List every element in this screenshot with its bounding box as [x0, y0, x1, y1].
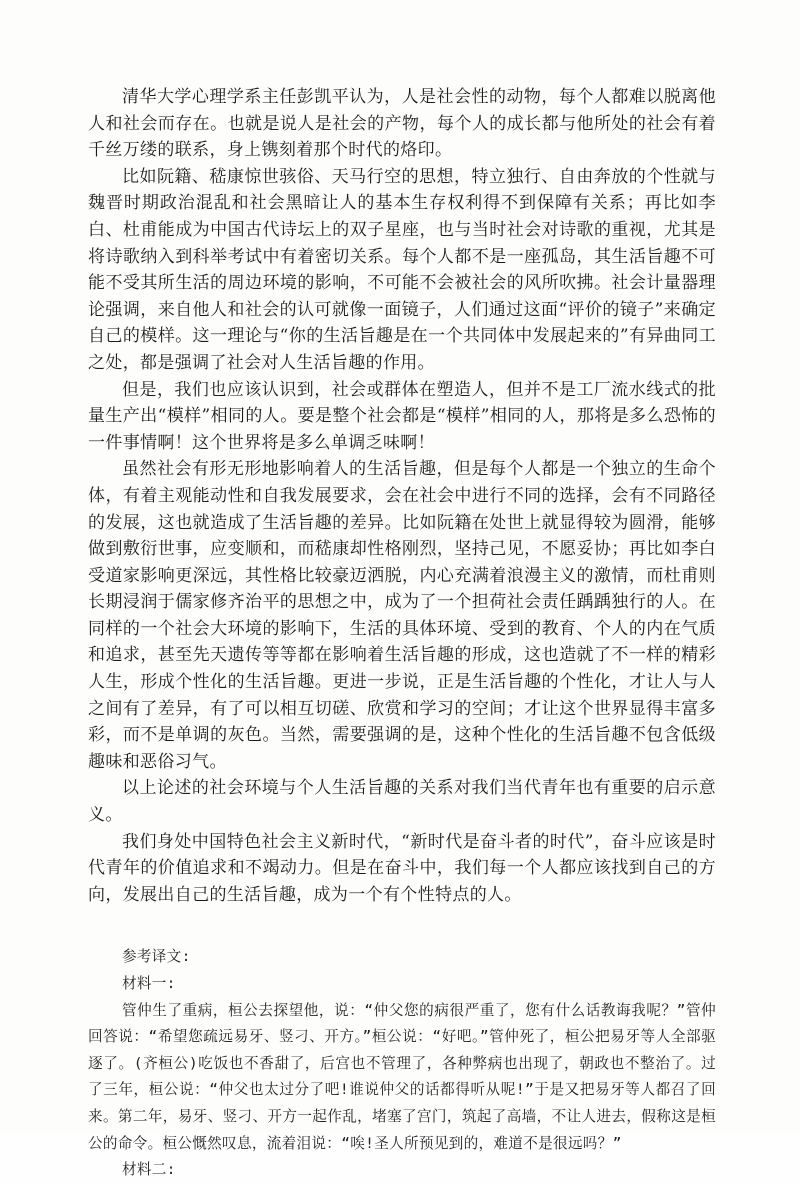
essay-paragraph-5: 以上论述的社会环境与个人生活旨趣的关系对我们当代青年也有重要的启示意义。	[88, 778, 716, 826]
material-2-label: 材料二:	[122, 1161, 176, 1179]
material-1-text: 管仲生了重病，桓公去探望他，说：“仲父您的病很严重了，您有什么话教诲我呢？”管仲回答说：“希望您疏远易牙、竖刁、开方。”桓公说：“好吧。”管仲死了，桓公把易牙等人全部驱逐了。(齐桓公)吃饭也不香甜了，后宫也不管理了，各种弊病也出现了，朝政也不整治了。过了三年，桓公说：“仲父也太过分了吧!谁说仲父的话都得听从呢!”于是又把易牙等人都召了回来。第二年，易牙、竖刁、开方一起作乱，堵塞了宫门，筑起了高墙，不让人进去，假称这是桓公的命令。桓公慨然叹息，流着泪说：“唉!圣人所预见到的，难道不是很远吗？”	[88, 1001, 716, 1152]
essay-paragraph-4: 虽然社会有形无形地影响着人的生活旨趣，但是每个人都是一个独立的生命个体，有着主观能动性和自我发展要求，会在社会中进行不同的选择，会有不同路径的发展，这也就造成了生活旨趣的差异。比如阮籍在处世上就显得较为圆滑，能够做到敷衍世事，应变顺和，而嵇康却性格刚烈，坚持己见，不愿妥协；再比如李白受道家影响更深远，其性格比较豪迈洒脱，内心充满着浪漫主义的激情，而杜甫则长期浸润于儒家修齐治平的思想之中，成为了一个担荷社会责任踽踽独行的人。在同样的一个社会大环境的影响下，生活的具体环境、受到的教育、个人的内在气质和追求，甚至先天遗传等等都在影响着生活旨趣的形成，这也造就了不一样的精彩人生，形成个性化的生活旨趣。更进一步说，正是生活旨趣的个性化，才让人与人之间有了差异，有了可以相互切磋、欣赏和学习的空间；才让这个世界显得丰富多彩，而不是单调的灰色。当然，需要强调的是，这种个性化的生活旨趣不包含低级趣味和恶俗习气。	[88, 459, 716, 772]
essay-paragraph-2: 比如阮籍、嵇康惊世骇俗、天马行空的思想，特立独行、自由奔放的个性就与魏晋时期政治混乱和社会黑暗让人的基本生存权利得不到保障有关系；再比如李白、杜甫能成为中国古代诗坛上的双子星座，也与当时社会对诗歌的重视，尤其是将诗歌纳入到科举考试中有着密切关系。每个人都不是一座孤岛，其生活旨趣不可能不受其所生活的周边环境的影响，不可能不会被社会的风所吹拂。社会计量器理论强调，来自他人和社会的认可就像一面镜子，人们通过这面“评价的镜子”来确定自己的模样。这一理论与“你的生活旨趣是在一个共同体中发展起来的”有异曲同工之处，都是强调了社会对人生活旨趣的作用。	[88, 166, 716, 373]
material-1-label: 材料一:	[122, 975, 176, 992]
essay-paragraph-3: 但是，我们也应该认识到，社会或群体在塑造人，但并不是工厂流水线式的批量生产出“模样”相同的人。要是整个社会都是“模样”相同的人，那将是多么恐怖的一件事情啊！这个世界将是多么单调乏味啊！	[88, 379, 716, 453]
essay-paragraph-6: 我们身处中国特色社会主义新时代，“新时代是奋斗者的时代”，奋斗应该是时代青年的价值追求和不竭动力。但是在奋斗中，我们每一个人都应该找到自己的方向，发展出自己的生活旨趣，成为一个有个性特点的人。	[88, 831, 716, 905]
essay-paragraph-1: 清华大学心理学系主任彭凯平认为，人是社会性的动物，每个人都难以脱离他人和社会而存在。也就是说人是社会的产物，每个人的成长都与他所处的社会有着千丝万缕的联系，身上镌刻着那个时代的烙印。	[88, 87, 716, 161]
section-spacer	[88, 908, 716, 944]
translation-heading: 参考译文:	[122, 948, 191, 966]
translation-section	[88, 944, 716, 1183]
essay-body	[88, 84, 716, 1184]
